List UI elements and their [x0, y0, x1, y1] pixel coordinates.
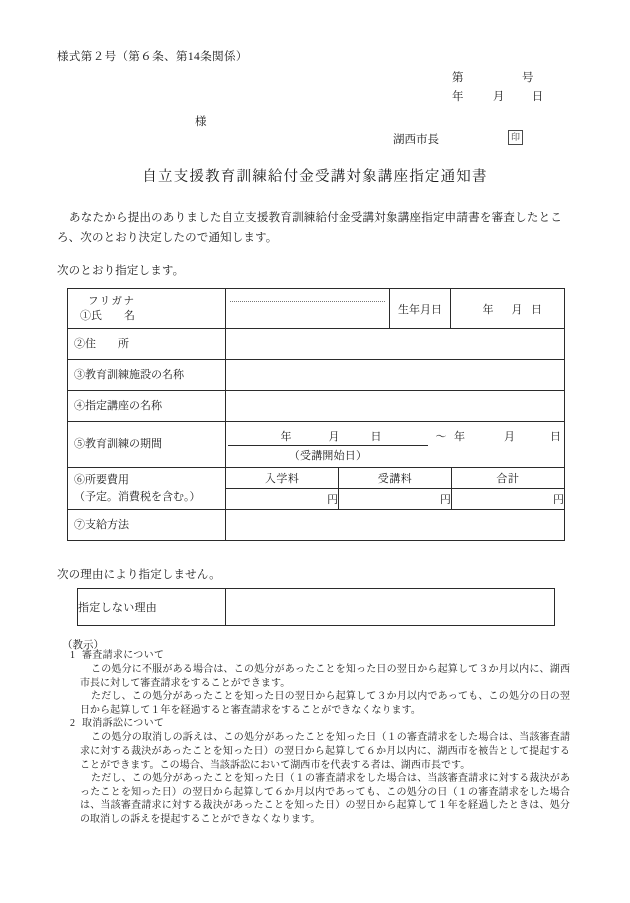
cost-subtable	[226, 468, 564, 509]
reject-reason-table	[77, 588, 555, 626]
table-row-name	[68, 289, 565, 329]
seal-icon: 印	[508, 130, 523, 145]
period-end-year: 年	[454, 431, 465, 443]
cost-label-cell	[68, 468, 226, 510]
designation-table	[67, 288, 565, 541]
issue-date-line	[452, 88, 592, 104]
facility-input-cell[interactable]	[226, 360, 565, 391]
table-row-address	[68, 329, 565, 360]
furigana-divider	[230, 301, 385, 302]
cost-label-line2: （予定。消費税を含む。）	[74, 491, 201, 503]
name-input-cell[interactable]	[226, 289, 390, 329]
document-number-label: 第	[452, 72, 464, 84]
period-label-cell	[68, 422, 226, 468]
table-row-facility	[68, 360, 565, 391]
period-input-cell[interactable]	[226, 422, 565, 468]
period-start-month: 月	[328, 431, 340, 443]
document-number-line: 第 号	[452, 68, 582, 88]
period-start-date	[228, 428, 428, 446]
period-end-month: 月	[504, 431, 515, 443]
reject-reason-label: 指定しない理由	[78, 589, 226, 626]
page-title: 自立支援教育訓練給付金受講対象講座指定通知書	[142, 169, 488, 185]
cost-subtable-cell	[226, 468, 565, 510]
birthdate-year: 年	[482, 303, 494, 316]
designate-lead-text: 次のとおり指定します。	[57, 265, 185, 277]
table-row-cost	[68, 468, 565, 510]
address-label-number: ②住	[74, 337, 96, 350]
birthdate-day: 日	[531, 303, 542, 316]
form-number: 様式第２号（第６条、第14条関係）	[57, 51, 248, 63]
birthdate-input-cell[interactable]	[451, 289, 565, 329]
payment-method-label-cell	[68, 510, 226, 541]
issue-date-month: 月	[492, 91, 505, 103]
cost-header-entrance-fee: 入学料	[226, 468, 339, 489]
reject-lead-text: 次の理由により指定しません。	[57, 569, 221, 581]
table-row-payment-method	[68, 510, 565, 541]
instruction-item-1-paragraph-2: ただし、この処分があったことを知った日の翌日から起算して３か月以内であっても、この処分の日の翌日から起算して１年を経過すると審査請求をすることができなくなります。	[80, 691, 570, 716]
issuer-name: 湖西市長	[393, 134, 439, 146]
document-number-block	[452, 68, 582, 88]
table-row-course	[68, 391, 565, 422]
furigana-label: フリガナ	[88, 295, 136, 307]
intro-paragraph: あなたから提出のありました自立支援教育訓練給付金受講対象講座指定申請書を審査したところ、次のとおり決定したので通知します。	[57, 212, 562, 244]
facility-label-cell	[68, 360, 226, 391]
cost-header-row	[226, 468, 564, 489]
period-label: ⑤教育訓練の期間	[74, 438, 162, 450]
cost-value-tuition-fee[interactable]: 円	[339, 489, 452, 510]
instruction-item-1-number: 1	[70, 650, 76, 661]
table-row-period	[68, 422, 565, 468]
period-end-date	[454, 428, 561, 444]
name-label-cell	[68, 289, 226, 329]
instruction-item-2-number: 2	[70, 718, 76, 730]
birthdate-label: 生年月日	[390, 289, 451, 329]
instructions-heading: （教示）	[62, 640, 104, 651]
name-label-text: 名	[124, 309, 135, 322]
payment-method-input-cell[interactable]	[226, 510, 565, 541]
cost-value-total[interactable]: 円	[451, 489, 564, 510]
cost-header-tuition-fee: 受講料	[339, 468, 452, 489]
recipient-honorific: 様	[195, 116, 207, 128]
instruction-item-2-paragraph-1: この処分の取消しの訴えは、この処分があったことを知った日（１の審査請求をした場合は、当該審査請求に対する裁決があったことを知った日）の翌日から起算して６か月以内に、湖西市を被告として提起することができます。この場合、当該訴訟において湖西市を代表する者は、湖西市長です。	[80, 732, 570, 771]
period-end-day: 日	[550, 431, 561, 443]
payment-method-label: ⑦支給方法	[74, 518, 129, 531]
cost-value-entrance-fee[interactable]: 円	[226, 489, 339, 510]
cost-header-total: 合計	[451, 468, 564, 489]
birthdate-month: 月	[511, 303, 523, 316]
course-label: ④指定講座の名称	[74, 399, 162, 412]
cost-label-line1: ⑥所要費用	[74, 474, 129, 486]
period-start-day: 日	[370, 431, 382, 443]
instructions-body	[62, 649, 570, 827]
address-label-cell	[68, 329, 226, 360]
cost-value-row	[226, 489, 564, 510]
period-start-year: 年	[280, 431, 292, 443]
name-label-number: ①氏	[80, 309, 102, 322]
reject-reason-input-cell[interactable]	[226, 589, 555, 626]
facility-label: ③教育訓練施設の名称	[74, 368, 184, 381]
table-row-reject-reason	[78, 589, 555, 626]
instruction-item-1-label: 審査請求について	[82, 650, 165, 661]
instruction-item-1-paragraph-1: この処分に不服がある場合は、この処分があったことを知った日の翌日から起算して３か月以内に、湖西市長に対して審査請求をすることができます。	[80, 664, 570, 689]
address-label-text: 所	[118, 337, 129, 350]
instruction-item-1-title	[62, 649, 570, 663]
instruction-item-2-label: 取消訴訟について	[82, 718, 165, 730]
period-start-note: （受講開始日）	[288, 450, 368, 462]
issue-date-day: 日	[531, 91, 544, 103]
issue-date-year: 年	[452, 91, 464, 103]
course-label-cell	[68, 391, 226, 422]
address-input-cell[interactable]	[226, 329, 565, 360]
period-range-tilde: ～	[435, 431, 447, 443]
course-input-cell[interactable]	[226, 391, 565, 422]
instruction-item-2-paragraph-2: ただし、この処分があったことを知った日（１の審査請求をした場合は、当該審査請求に対する裁決があったことを知った日）の翌日から起算して６か月以内であっても、この処分の日（１の審査請求をした場合は、当該審査請求に対する裁決があったことを知った日）の翌日から起算して１年を経過したときは、処分の取消しの訴えを提起することができなくなります。	[80, 773, 570, 825]
instruction-item-2-title	[62, 717, 570, 731]
